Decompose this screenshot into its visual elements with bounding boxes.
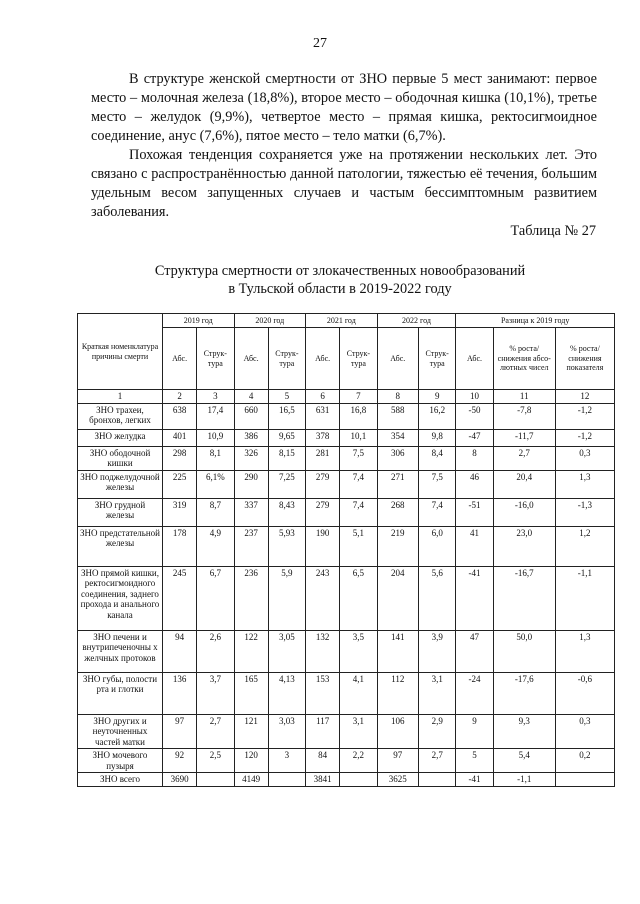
table-row xyxy=(78,672,615,714)
cell-value: 97 xyxy=(162,714,196,749)
row-name: ЗНО печени и внутрипеченочны х желчных протоков xyxy=(78,630,163,672)
header-year-2022: 2022 год xyxy=(377,314,456,328)
row-name: ЗНО грудной железы xyxy=(78,498,163,526)
column-number: 1 xyxy=(78,390,163,404)
cell-value: 50,0 xyxy=(493,630,555,672)
cell-value: -41 xyxy=(456,566,493,630)
cell-value xyxy=(555,773,614,787)
cell-value: 7,5 xyxy=(419,470,456,498)
cell-value xyxy=(340,773,377,787)
table-title-line1: Структура смертности от злокачественных новообразований xyxy=(154,263,526,279)
cell-value: 97 xyxy=(377,749,418,773)
cell-value: 4,9 xyxy=(197,526,234,566)
column-number: 9 xyxy=(419,390,456,404)
row-name: ЗНО губы, полости рта и глотки xyxy=(78,672,163,714)
cell-value: 2,7 xyxy=(419,749,456,773)
header-struct: Струк-тура xyxy=(419,328,456,390)
cell-value: 112 xyxy=(377,672,418,714)
cell-value: 8,1 xyxy=(197,446,234,470)
cell-value: 279 xyxy=(306,498,340,526)
cell-value: 638 xyxy=(162,403,196,429)
row-name: ЗНО мочевого пузыря xyxy=(78,749,163,773)
cell-value: 3625 xyxy=(377,773,418,787)
header-diff-pct-ind: % роста/ снижения показателя xyxy=(555,328,614,390)
cell-value: 3,03 xyxy=(268,714,305,749)
header-name: Краткая номенклатура причины смерти xyxy=(78,314,163,390)
cell-value: 245 xyxy=(162,566,196,630)
cell-value: 23,0 xyxy=(493,526,555,566)
cell-value: 306 xyxy=(377,446,418,470)
header-diff-pct-abs: % роста/ снижения абсо-лютных чисел xyxy=(493,328,555,390)
cell-value: -1,2 xyxy=(555,429,614,446)
cell-value: 290 xyxy=(234,470,268,498)
cell-value: 6,0 xyxy=(419,526,456,566)
cell-value: 3,7 xyxy=(197,672,234,714)
table-row xyxy=(78,630,615,672)
row-name: ЗНО ободочной кишки xyxy=(78,446,163,470)
cell-value: -1,1 xyxy=(493,773,555,787)
column-number: 7 xyxy=(340,390,377,404)
cell-value: 401 xyxy=(162,429,196,446)
cell-value: -24 xyxy=(456,672,493,714)
cell-value: 0,3 xyxy=(555,446,614,470)
column-number: 10 xyxy=(456,390,493,404)
cell-value: 378 xyxy=(306,429,340,446)
cell-value: 6,1% xyxy=(197,470,234,498)
cell-value: 120 xyxy=(234,749,268,773)
cell-value: 1,3 xyxy=(555,470,614,498)
cell-value: 7,4 xyxy=(340,498,377,526)
column-number: 11 xyxy=(493,390,555,404)
cell-value: 8,4 xyxy=(419,446,456,470)
cell-value: 631 xyxy=(306,403,340,429)
cell-value: 84 xyxy=(306,749,340,773)
cell-value: 8,7 xyxy=(197,498,234,526)
cell-value: 47 xyxy=(456,630,493,672)
cell-value: 8 xyxy=(456,446,493,470)
cell-value: 9 xyxy=(456,714,493,749)
table-row xyxy=(78,773,615,787)
row-name: ЗНО предстательной железы xyxy=(78,526,163,566)
table-row xyxy=(78,526,615,566)
cell-value: 3,5 xyxy=(340,630,377,672)
cell-value: 237 xyxy=(234,526,268,566)
cell-value: -16,7 xyxy=(493,566,555,630)
cell-value: 7,4 xyxy=(340,470,377,498)
cell-value: 41 xyxy=(456,526,493,566)
row-name: ЗНО желудка xyxy=(78,429,163,446)
cell-value: 219 xyxy=(377,526,418,566)
cell-value: 2,7 xyxy=(197,714,234,749)
cell-value: 337 xyxy=(234,498,268,526)
header-struct: Струк-тура xyxy=(340,328,377,390)
cell-value: 16,8 xyxy=(340,403,377,429)
cell-value: 2,7 xyxy=(493,446,555,470)
paragraph-female-mortality: В структуре женской смертности от ЗНО первые 5 мест занимают: первое место – молочная железа (18,8%), второе место – ободочная кишка (10,1%), третье место – желудок (9,9%), четвертое место – прямая кишка, ректосигмоидное соединение, анус (7,6%), пятое место – тело матки (6,7%). xyxy=(91,71,597,144)
cell-value: 225 xyxy=(162,470,196,498)
cell-value: 190 xyxy=(306,526,340,566)
cell-value: 4149 xyxy=(234,773,268,787)
cell-value: 9,3 xyxy=(493,714,555,749)
cell-value: -17,6 xyxy=(493,672,555,714)
cell-value: 3,1 xyxy=(419,672,456,714)
cell-value xyxy=(268,773,305,787)
header-struct: Струк-тура xyxy=(197,328,234,390)
table-row xyxy=(78,429,615,446)
cell-value: 588 xyxy=(377,403,418,429)
table-row xyxy=(78,403,615,429)
header-struct: Струк-тура xyxy=(268,328,305,390)
table-row xyxy=(78,470,615,498)
row-name: ЗНО всего xyxy=(78,773,163,787)
cell-value: 204 xyxy=(377,566,418,630)
header-abs: Абс. xyxy=(234,328,268,390)
cell-value: 3 xyxy=(268,749,305,773)
cell-value: 3,05 xyxy=(268,630,305,672)
mortality-table xyxy=(77,313,615,787)
cell-value: 132 xyxy=(306,630,340,672)
column-number: 4 xyxy=(234,390,268,404)
cell-value: 5,93 xyxy=(268,526,305,566)
cell-value: 165 xyxy=(234,672,268,714)
cell-value: 281 xyxy=(306,446,340,470)
cell-value: 386 xyxy=(234,429,268,446)
cell-value: 268 xyxy=(377,498,418,526)
table-label: Таблица № 27 xyxy=(510,223,596,239)
cell-value xyxy=(419,773,456,787)
cell-value: 0,2 xyxy=(555,749,614,773)
cell-value: 16,5 xyxy=(268,403,305,429)
column-number: 5 xyxy=(268,390,305,404)
cell-value: 279 xyxy=(306,470,340,498)
cell-value: 271 xyxy=(377,470,418,498)
cell-value: 3841 xyxy=(306,773,340,787)
column-number: 12 xyxy=(555,390,614,404)
cell-value: -16,0 xyxy=(493,498,555,526)
cell-value: 2,6 xyxy=(197,630,234,672)
cell-value: 141 xyxy=(377,630,418,672)
cell-value: 319 xyxy=(162,498,196,526)
cell-value: 354 xyxy=(377,429,418,446)
row-name: ЗНО трахеи, бронхов, легких xyxy=(78,403,163,429)
header-year-2021: 2021 год xyxy=(306,314,378,328)
cell-value: 9,65 xyxy=(268,429,305,446)
paragraph-trend: Похожая тенденция сохраняется уже на протяжении нескольких лет. Это связано с распространённостью данной патологии, тяжестью её течения, большим удельным весом запущенных случаев и частым бессимптомным развитием заболевания. xyxy=(91,147,597,220)
cell-value: 5 xyxy=(456,749,493,773)
cell-value: -11,7 xyxy=(493,429,555,446)
cell-value: 92 xyxy=(162,749,196,773)
cell-value: 94 xyxy=(162,630,196,672)
cell-value: -1,3 xyxy=(555,498,614,526)
cell-value: 8,15 xyxy=(268,446,305,470)
cell-value: 1,3 xyxy=(555,630,614,672)
table-row xyxy=(78,566,615,630)
cell-value: 2,2 xyxy=(340,749,377,773)
table-row xyxy=(78,446,615,470)
header-abs: Абс. xyxy=(306,328,340,390)
cell-value: 3,1 xyxy=(340,714,377,749)
cell-value: 326 xyxy=(234,446,268,470)
cell-value: 5,6 xyxy=(419,566,456,630)
cell-value: 6,7 xyxy=(197,566,234,630)
header-abs: Абс. xyxy=(162,328,196,390)
row-name: ЗНО других и неуточненных частей матки xyxy=(78,714,163,749)
table-row xyxy=(78,714,615,749)
cell-value: 136 xyxy=(162,672,196,714)
row-name: ЗНО прямой кишки, ректосигмоидного соединения, заднего прохода и анального канала xyxy=(78,566,163,630)
cell-value: 8,43 xyxy=(268,498,305,526)
column-number: 6 xyxy=(306,390,340,404)
cell-value: -51 xyxy=(456,498,493,526)
cell-value: 121 xyxy=(234,714,268,749)
cell-value: 2,9 xyxy=(419,714,456,749)
cell-value: -47 xyxy=(456,429,493,446)
cell-value: 5,4 xyxy=(493,749,555,773)
header-abs: Абс. xyxy=(377,328,418,390)
cell-value: 5,9 xyxy=(268,566,305,630)
cell-value: 660 xyxy=(234,403,268,429)
table-title-line2: в Тульской области в 2019-2022 году xyxy=(228,281,452,297)
cell-value: 117 xyxy=(306,714,340,749)
cell-value: 122 xyxy=(234,630,268,672)
table-row xyxy=(78,749,615,773)
cell-value: 7,4 xyxy=(419,498,456,526)
cell-value: 10,9 xyxy=(197,429,234,446)
cell-value: 4,13 xyxy=(268,672,305,714)
header-diff: Разница к 2019 году xyxy=(456,314,615,328)
column-number: 3 xyxy=(197,390,234,404)
cell-value: -41 xyxy=(456,773,493,787)
table-title xyxy=(60,262,620,298)
cell-value: 1,2 xyxy=(555,526,614,566)
cell-value: 3,9 xyxy=(419,630,456,672)
header-diff-abs: Абс. xyxy=(456,328,493,390)
page-number: 27 xyxy=(313,36,327,51)
cell-value: 243 xyxy=(306,566,340,630)
cell-value: 153 xyxy=(306,672,340,714)
header-year-2020: 2020 год xyxy=(234,314,306,328)
cell-value: 16,2 xyxy=(419,403,456,429)
cell-value: 6,5 xyxy=(340,566,377,630)
cell-value: 106 xyxy=(377,714,418,749)
cell-value: -1,1 xyxy=(555,566,614,630)
cell-value: 10,1 xyxy=(340,429,377,446)
header-year-2019: 2019 год xyxy=(162,314,234,328)
column-number: 2 xyxy=(162,390,196,404)
cell-value: 2,5 xyxy=(197,749,234,773)
cell-value: 4,1 xyxy=(340,672,377,714)
cell-value: 3690 xyxy=(162,773,196,787)
cell-value: 236 xyxy=(234,566,268,630)
cell-value: -0,6 xyxy=(555,672,614,714)
cell-value: 17,4 xyxy=(197,403,234,429)
cell-value: 178 xyxy=(162,526,196,566)
row-name: ЗНО поджелудочной железы xyxy=(78,470,163,498)
column-number-row xyxy=(78,390,615,404)
cell-value: 46 xyxy=(456,470,493,498)
cell-value: -1,2 xyxy=(555,403,614,429)
cell-value xyxy=(197,773,234,787)
cell-value: -50 xyxy=(456,403,493,429)
cell-value: -7,8 xyxy=(493,403,555,429)
cell-value: 0,3 xyxy=(555,714,614,749)
cell-value: 20,4 xyxy=(493,470,555,498)
cell-value: 5,1 xyxy=(340,526,377,566)
cell-value: 298 xyxy=(162,446,196,470)
table-row xyxy=(78,498,615,526)
cell-value: 7,25 xyxy=(268,470,305,498)
cell-value: 9,8 xyxy=(419,429,456,446)
cell-value: 7,5 xyxy=(340,446,377,470)
column-number: 8 xyxy=(377,390,418,404)
